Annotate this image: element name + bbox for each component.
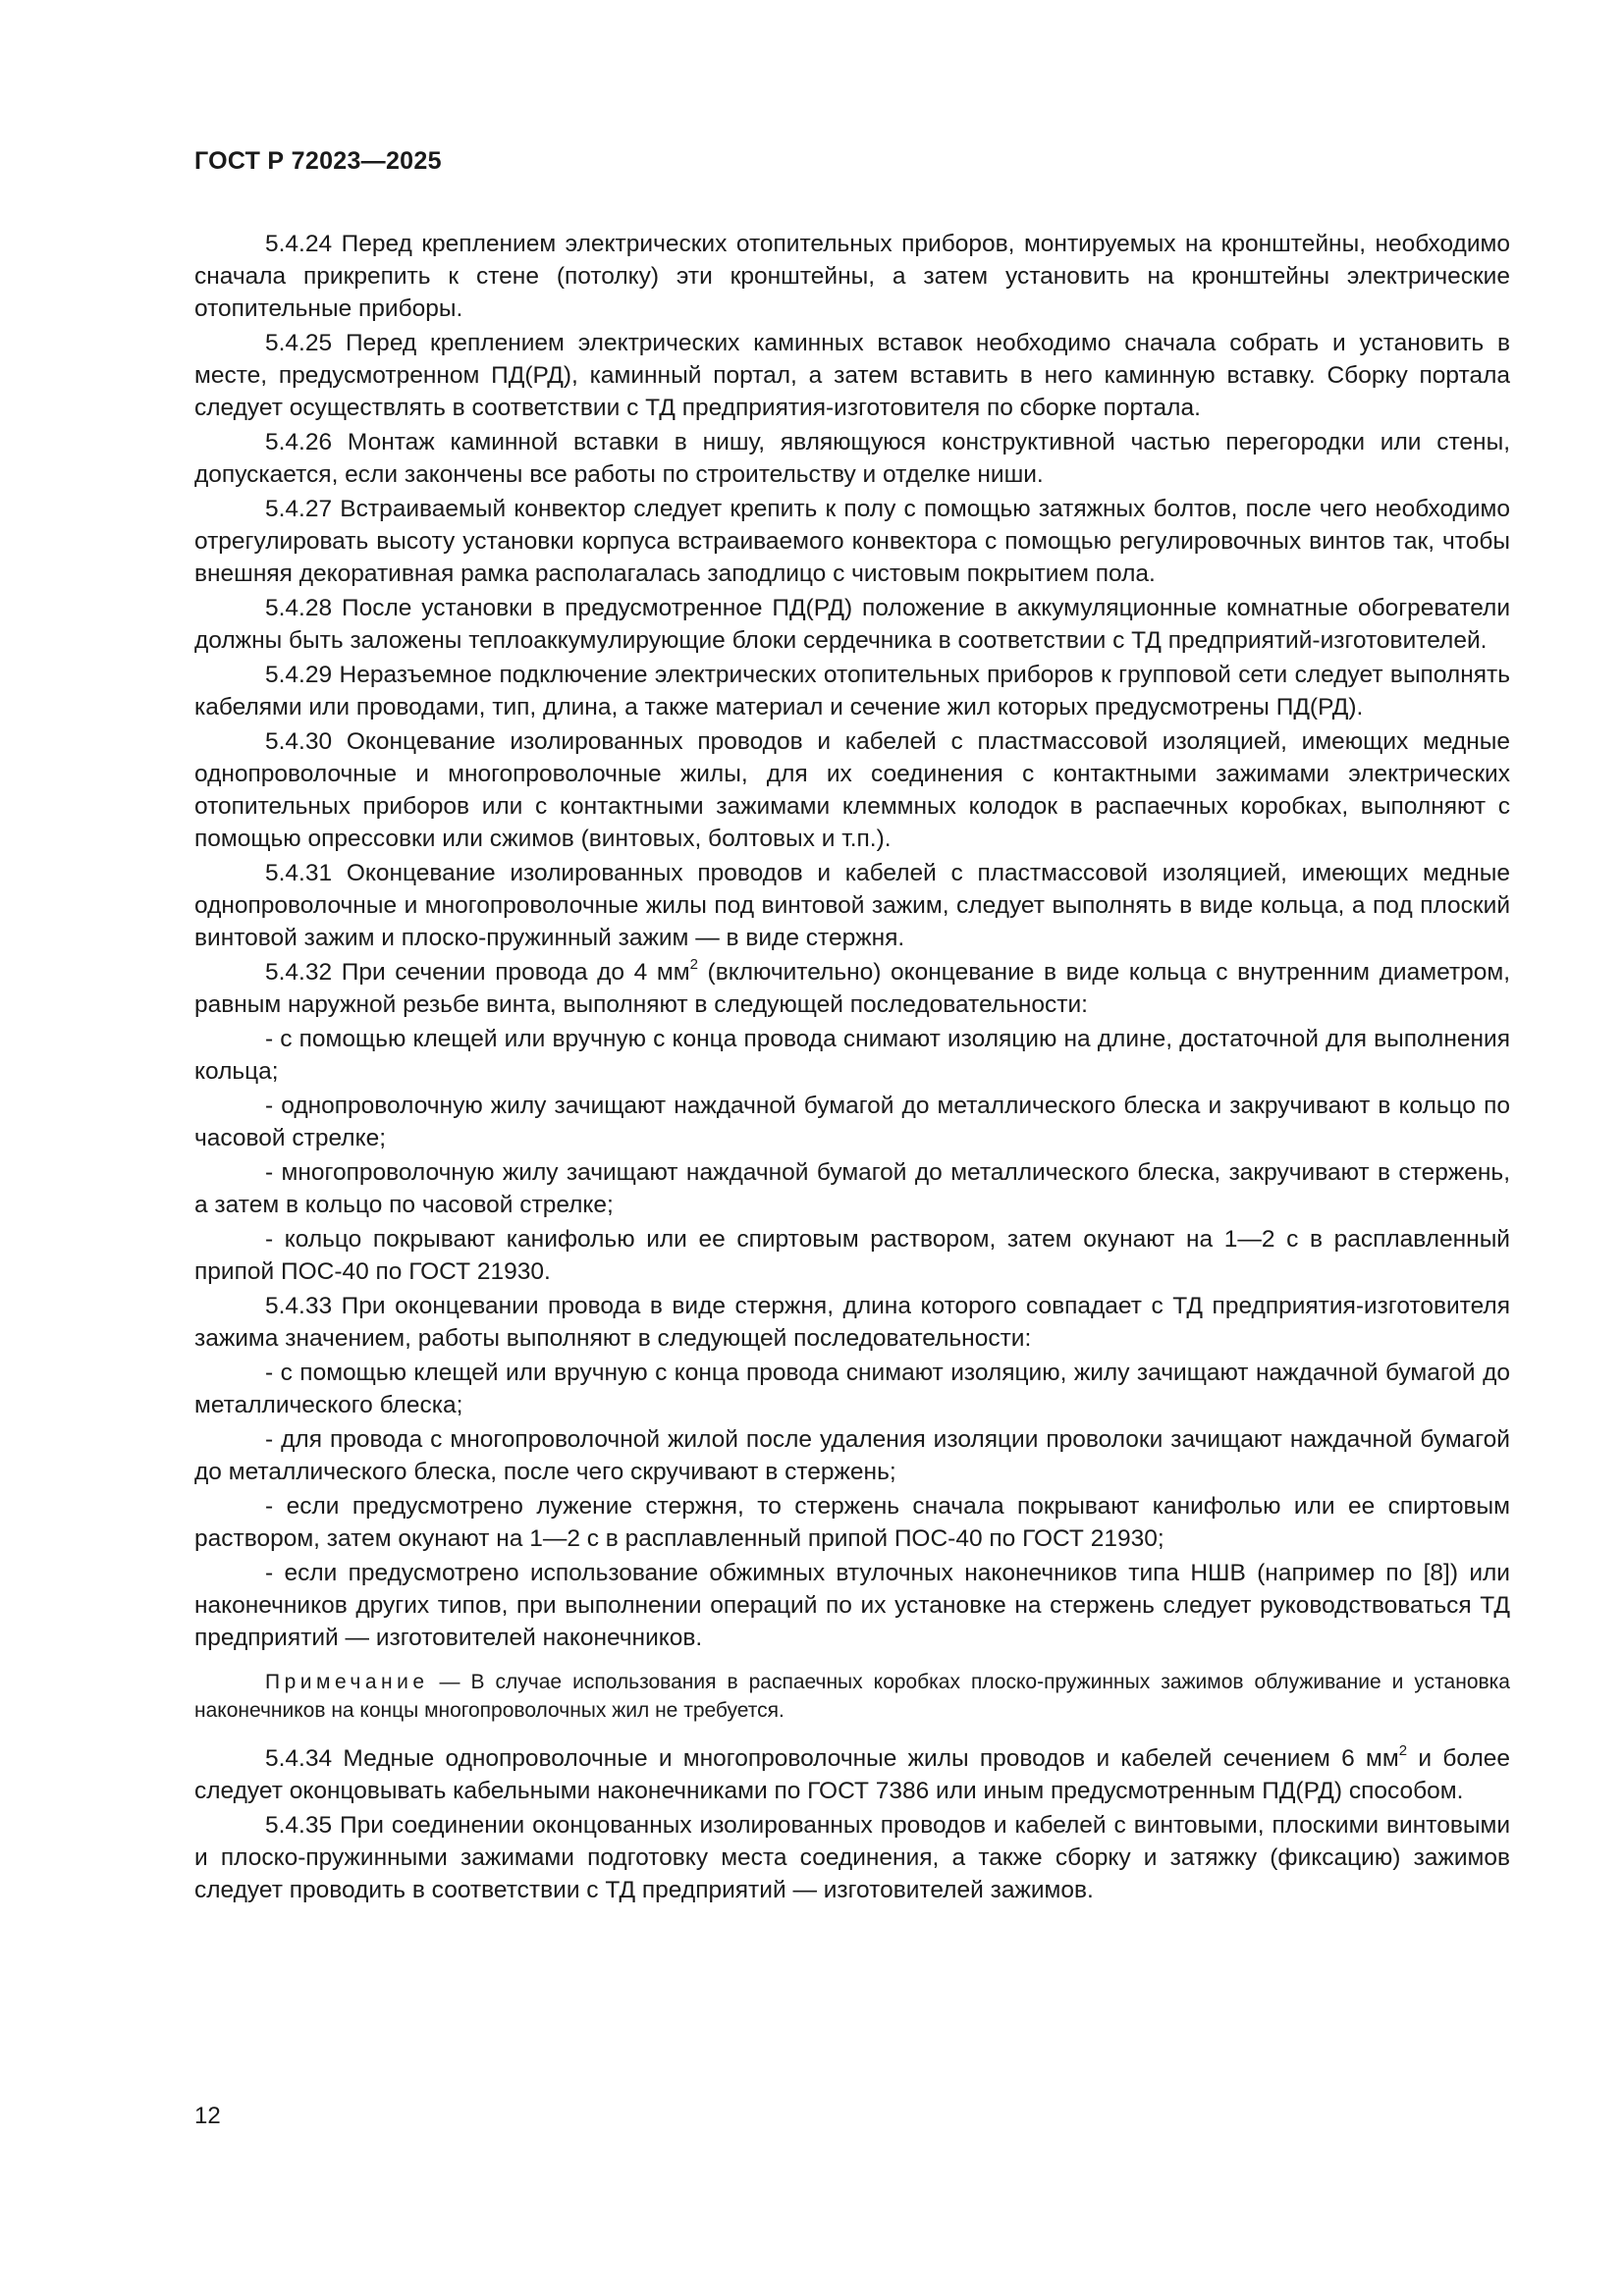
superscript: 2: [689, 955, 698, 973]
list-item: - однопроволочную жилу зачищают наждачной бумагой до металлического блеска и закручивают в кольцо по часовой стрелке;: [194, 1093, 1510, 1151]
clause-text: 5.4.34 Медные однопроволочные и многопроволочные жилы проводов и кабелей сечением 6 мм: [265, 1745, 1399, 1772]
document-header: ГОСТ Р 72023—2025: [194, 147, 442, 175]
document-body: [194, 228, 1510, 1908]
note-label: Примечание: [265, 1671, 429, 1693]
clause-5-4-31: 5.4.31 Оконцевание изолированных проводов и кабелей с пластмассовой изоляцией, имеющих медные однопроволочные и многопроволочные жилы под винтовой зажим, следует выполнять в виде кольца, а под плоский винтовой зажим и плоско-пружинный зажим — в виде стержня.: [194, 860, 1510, 951]
list-item: - если предусмотрено использование обжимных втулочных наконечников типа НШВ (например по [8]) или наконечников других типов, при выполнении операций по их установке на стержень следует руководствоваться ТД предприятий — изготовителей наконечников.: [194, 1560, 1510, 1651]
clause-text: 5.4.32 При сечении провода до 4 мм: [265, 959, 690, 986]
list-item: - если предусмотрено лужение стержня, то стержень сначала покрывают канифолью или ее спиртовым раствором, затем окунают на 1—2 с в расплавленный припой ПОС-40 по ГОСТ 21930;: [194, 1493, 1510, 1552]
note: [194, 1668, 1510, 1725]
note-text: — В случае использования в распаечных коробках плоско-пружинных зажимов облуживание и установка наконечников на концы многопроволочных жил не требуется.: [194, 1671, 1510, 1722]
clause-5-4-33: 5.4.33 При оконцевании провода в виде стержня, длина которого совпадает с ТД предприятия-изготовителя зажима значением, работы выполняют в следующей последовательности:: [194, 1293, 1510, 1352]
list-item: - кольцо покрывают канифолью или ее спиртовым раствором, затем окунают на 1—2 с в расплавленный припой ПОС-40 по ГОСТ 21930.: [194, 1226, 1510, 1285]
clause-text: и более следует оконцовывать кабельными наконечниками по ГОСТ 7386 или иным предусмотренным ПД(РД) способом.: [194, 1745, 1510, 1804]
clause-5-4-25: 5.4.25 Перед креплением электрических каминных вставок необходимо сначала собрать и установить в месте, предусмотренном ПД(РД), каминный портал, а затем вставить в него каминную вставку. Сборку портала следует осуществлять в соответствии с ТД предприятия-изготовителя по сборке портала.: [194, 330, 1510, 421]
clause-5-4-30: 5.4.30 Оконцевание изолированных проводов и кабелей с пластмассовой изоляцией, имеющих медные однопроволочные и многопроволочные жилы, для их соединения с контактными зажимами электрических отопительных приборов или с контактными зажимами клеммных колодок в распаечных коробках, выполняют с помощью опрессовки или сжимов (винтовых, болтовых и т.п.).: [194, 728, 1510, 852]
clause-5-4-32: [194, 956, 1510, 1021]
clause-5-4-29: 5.4.29 Неразъемное подключение электрических отопительных приборов к групповой сети следует выполнять кабелями или проводами, тип, длина, а также материал и сечение жил которых предусмотрены ПД(РД).: [194, 662, 1510, 721]
list-item: - многопроволочную жилу зачищают наждачной бумагой до металлического блеска, закручивают в стержень, а затем в кольцо по часовой стрелке;: [194, 1159, 1510, 1218]
clause-5-4-34: [194, 1742, 1510, 1807]
clause-5-4-24: 5.4.24 Перед креплением электрических отопительных приборов, монтируемых на кронштейны, необходимо сначала прикрепить к стене (потолку) эти кронштейны, а затем установить на кронштейны электрические отопительные приборы.: [194, 231, 1510, 322]
clause-5-4-26: 5.4.26 Монтаж каминной вставки в нишу, являющуюся конструктивной частью перегородки или стены, допускается, если закончены все работы по строительству и отделке ниши.: [194, 429, 1510, 488]
list-item: - с помощью клещей или вручную с конца провода снимают изоляцию, жилу зачищают наждачной бумагой до металлического блеска;: [194, 1360, 1510, 1418]
clause-5-4-35: 5.4.35 При соединении оконцованных изолированных проводов и кабелей с винтовыми, плоскими винтовыми и плоско-пружинными зажимами подготовку места соединения, а также сборку и затяжку (фиксацию) зажимов следует проводить в соответствии с ТД предприятий — изготовителей зажимов.: [194, 1812, 1510, 1903]
list-item: - для провода с многопроволочной жилой после удаления изоляции проволоки зачищают наждачной бумагой до металлического блеска, после чего скручивают в стержень;: [194, 1426, 1510, 1485]
page-number: 12: [194, 2103, 221, 2129]
clause-5-4-27: 5.4.27 Встраиваемый конвектор следует крепить к полу с помощью затяжных болтов, после чего необходимо отрегулировать высоту установки корпуса встраиваемого конвектора с помощью регулировочных винтов так, чтобы внешняя декоративная рамка располагалась заподлицо с чистовым покрытием пола.: [194, 496, 1510, 587]
clause-text: (включительно) оконцевание в виде кольца с внутренним диаметром, равным наружной резьбе винта, выполняют в следующей последовательности:: [194, 959, 1511, 1018]
list-item: - с помощью клещей или вручную с конца провода снимают изоляцию на длине, достаточной для выполнения кольца;: [194, 1026, 1510, 1085]
clause-5-4-28: 5.4.28 После установки в предусмотренное ПД(РД) положение в аккумуляционные комнатные обогреватели должны быть заложены теплоаккумулирующие блоки сердечника в соответствии с ТД предприятий-изготовителей.: [194, 595, 1510, 654]
superscript: 2: [1398, 1741, 1408, 1759]
